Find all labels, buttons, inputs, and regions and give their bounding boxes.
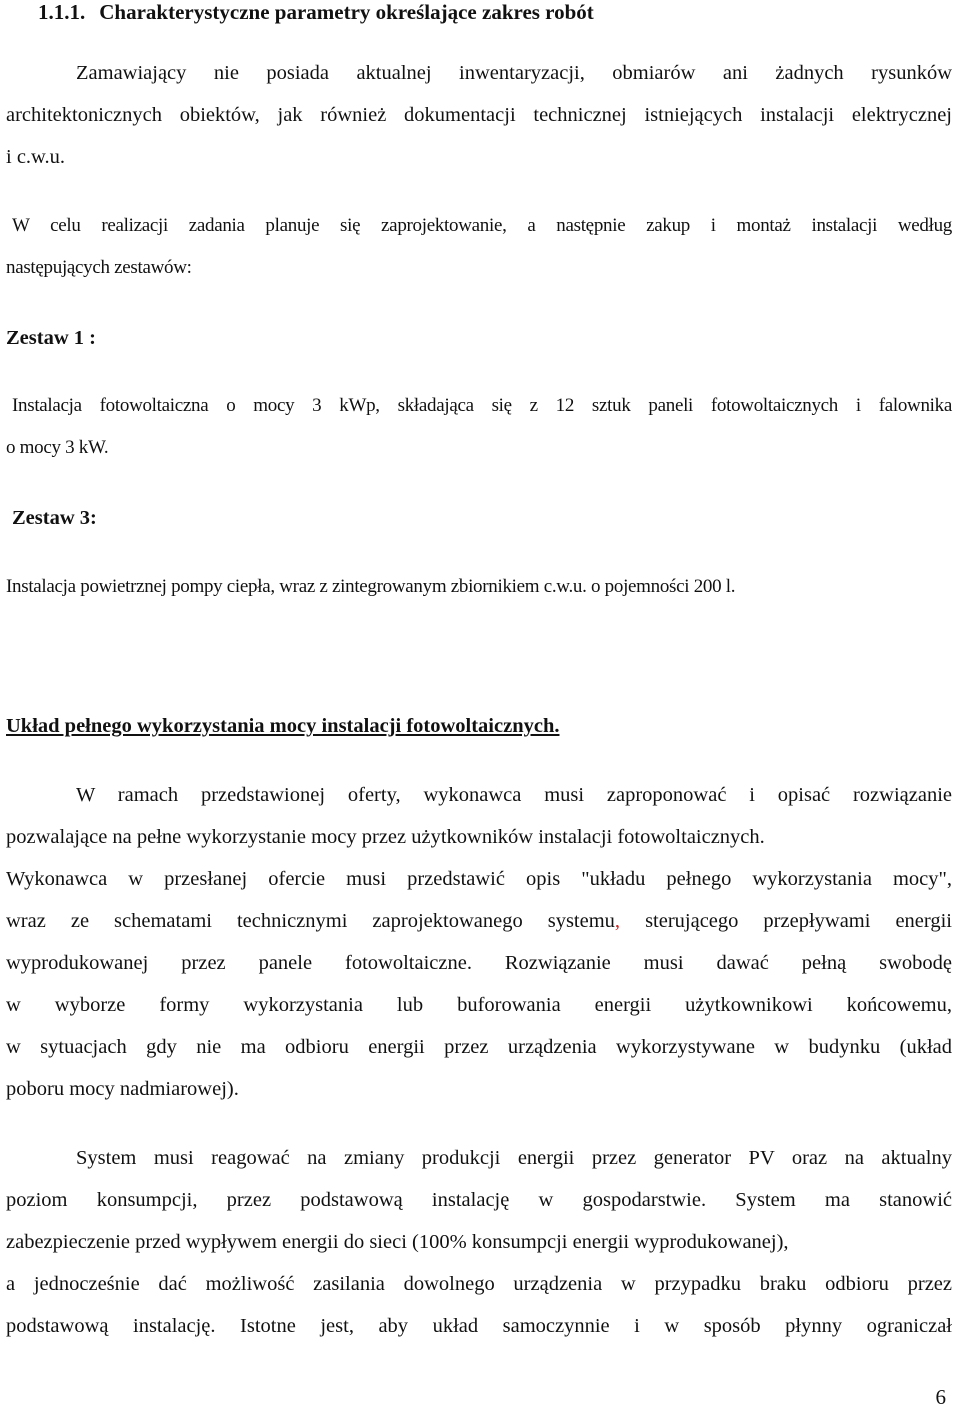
paragraph3-line7: w sytuacjach gdy nie ma odbioru energii przez urządzenia wykorzystywane w budynku (układ <box>6 1036 952 1058</box>
subheading: Układ pełnego wykorzystania mocy instalacji fotowoltaicznych. <box>6 715 560 737</box>
paragraph3-line8: poboru mocy nadmiarowej). <box>6 1078 239 1100</box>
paragraph1-line3: i c.w.u. <box>6 146 66 168</box>
paragraph4-line3: zabezpieczenie przed wypływem energii do sieci (100% konsumpcji energii wyprodukowanej), <box>6 1231 789 1253</box>
paragraph3-line2: pozwalające na pełne wykorzystanie mocy przez użytkowników instalacji fotowoltaicznych. <box>6 826 765 848</box>
paragraph1-line1: Zamawiający nie posiada aktualnej inwentaryzacji, obmiarów ani żadnych rysunków <box>76 62 952 84</box>
set1-label: Zestaw 1 : <box>6 327 96 349</box>
paragraph4-line1: System musi reagować na zmiany produkcji energii przez generator PV oraz na aktualny <box>76 1147 952 1169</box>
paragraph3-line4 <box>6 909 952 933</box>
paragraph4-line5: podstawową instalację. Istotne jest, aby układ samoczynnie i w sposób płynny ograniczał <box>6 1315 952 1337</box>
paragraph4-line4: a jednocześnie dać możliwość zasilania dowolnego urządzenia w przypadku braku odbioru przez <box>6 1273 952 1295</box>
section-title: Charakterystyczne parametry określające zakres robót <box>99 0 594 24</box>
section-heading <box>38 0 594 25</box>
paragraph2-line1: W celu realizacji zadania planuje się zaprojektowanie, a następnie zakup i montaż instalacji według <box>12 215 952 236</box>
paragraph2-line2: następujących zestawów: <box>6 257 192 278</box>
set3-line1: Instalacja powietrznej pompy ciepła, wraz z zintegrowanym zbiornikiem c.w.u. o pojemności 200 l. <box>6 576 736 597</box>
paragraph3-line3: Wykonawca w przesłanej ofercie musi przedstawić opis "układu pełnego wykorzystania mocy", <box>6 868 952 890</box>
paragraph1-line2: architektonicznych obiektów, jak również dokumentacji technicznej istniejących instalacji elektrycznej <box>6 104 952 126</box>
set1-line2: o mocy 3 kW. <box>6 437 109 458</box>
paragraph4-line2: poziom konsumpcji, przez podstawową instalację w gospodarstwie. System ma stanowić <box>6 1189 952 1211</box>
paragraph3-line4-part2: sterującego przepływami energii <box>620 910 953 932</box>
section-number: 1.1.1. <box>38 0 86 24</box>
paragraph3-line1: W ramach przedstawionej oferty, wykonawca musi zaproponować i opisać rozwiązanie <box>76 784 952 806</box>
page-number: 6 <box>935 1385 946 1409</box>
paragraph3-line6: w wyborze formy wykorzystania lub buforowania energii użytkownikowi końcowemu, <box>6 994 952 1016</box>
paragraph3-line4-part1: wraz ze schematami technicznymi zaprojektowanego systemu <box>6 910 615 932</box>
set3-label: Zestaw 3: <box>12 507 97 529</box>
set1-line1: Instalacja fotowoltaiczna o mocy 3 kWp, składająca się z 12 sztuk paneli fotowoltaicznych i falownika <box>12 395 952 416</box>
paragraph3-line5: wyprodukowanej przez panele fotowoltaiczne. Rozwiązanie musi dawać pełną swobodę <box>6 952 952 974</box>
paragraph3-line4-comma: , <box>614 910 621 932</box>
